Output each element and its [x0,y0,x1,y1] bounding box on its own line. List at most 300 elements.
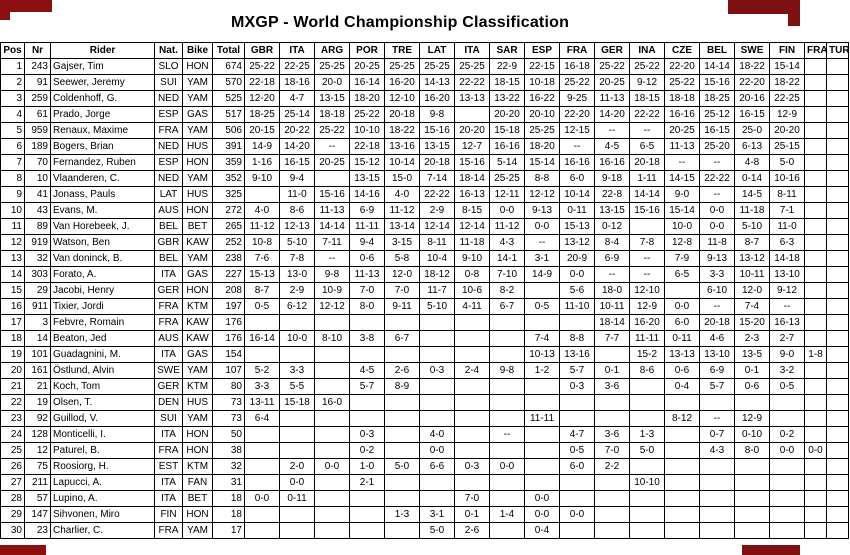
cell-bike: FAN [183,475,213,491]
cell-number: 61 [25,107,51,123]
cell-round-7: 9-10 [455,251,490,267]
cell-round-18 [827,91,849,107]
cell-round-1 [245,347,280,363]
cell-total: 525 [213,91,245,107]
table-row [1,331,849,347]
cell-round-17 [805,171,827,187]
cell-round-2: 16-15 [280,155,315,171]
cell-round-13 [665,459,700,475]
column-header-sar-13: SAR [490,43,525,59]
cell-round-4 [350,411,385,427]
cell-round-11: 10-11 [595,299,630,315]
cell-round-3: 25-25 [315,59,350,75]
cell-round-1: 18-25 [245,107,280,123]
cell-round-11 [595,507,630,523]
cell-round-16: 5-0 [770,155,805,171]
cell-round-15: 11-18 [735,203,770,219]
cell-total: 154 [213,347,245,363]
cell-round-17 [805,411,827,427]
cell-round-9 [525,475,560,491]
cell-round-4 [350,507,385,523]
cell-rider: Forato, A. [51,267,155,283]
cell-round-7: 0-1 [455,507,490,523]
cell-round-8: 7-10 [490,267,525,283]
cell-round-5 [385,475,420,491]
cell-nationality: GER [155,283,183,299]
cell-round-16: 7-1 [770,203,805,219]
cell-round-1: 7-6 [245,251,280,267]
column-header-fra-15: FRA [560,43,595,59]
cell-round-3: 25-22 [315,123,350,139]
column-header-tre-10: TRE [385,43,420,59]
cell-round-11: -- [595,267,630,283]
cell-round-18 [827,459,849,475]
cell-round-17 [805,507,827,523]
cell-round-14: 25-12 [700,107,735,123]
cell-round-16 [770,395,805,411]
cell-bike: KTM [183,459,213,475]
table-row [1,491,849,507]
cell-round-18 [827,299,849,315]
cell-round-7: 18-14 [455,171,490,187]
cell-round-10: 12-15 [560,123,595,139]
column-header-fin-21: FIN [770,43,805,59]
cell-round-17: 0-0 [805,443,827,459]
cell-round-16: 15-14 [770,59,805,75]
cell-round-12: 15-16 [630,203,665,219]
cell-total: 197 [213,299,245,315]
table-row [1,75,849,91]
cell-round-5 [385,411,420,427]
cell-round-12 [630,507,665,523]
cell-round-9 [525,427,560,443]
cell-round-8 [490,395,525,411]
cell-round-13: 12-8 [665,235,700,251]
cell-round-17 [805,283,827,299]
cell-round-3 [315,171,350,187]
cell-round-16: 6-3 [770,235,805,251]
cell-round-6: 2-9 [420,203,455,219]
cell-round-3: 0-0 [315,459,350,475]
cell-bike: HON [183,155,213,171]
cell-round-16 [770,475,805,491]
cell-round-11: 4-5 [595,139,630,155]
cell-round-9: 16-22 [525,91,560,107]
cell-round-12: 25-22 [630,59,665,75]
cell-round-6: 25-25 [420,59,455,75]
cell-round-7 [455,443,490,459]
cell-round-4 [350,395,385,411]
cell-round-9: 7-4 [525,331,560,347]
cell-nationality: NED [155,91,183,107]
cell-round-3: 9-8 [315,267,350,283]
cell-position: 14 [1,267,25,283]
cell-round-7: 2-4 [455,363,490,379]
cell-round-18 [827,219,849,235]
cell-round-12: 16-20 [630,315,665,331]
cell-round-4: 18-20 [350,91,385,107]
cell-round-7 [455,107,490,123]
cell-round-4: 13-15 [350,171,385,187]
cell-round-12: 11-11 [630,331,665,347]
cell-round-6 [420,379,455,395]
cell-bike: HON [183,203,213,219]
cell-round-14: 25-20 [700,139,735,155]
cell-round-9: 14-9 [525,267,560,283]
cell-round-1: 3-3 [245,379,280,395]
column-header-nr-1: Nr [25,43,51,59]
cell-round-18 [827,75,849,91]
cell-bike: HON [183,507,213,523]
cell-round-4: 4-5 [350,363,385,379]
cell-bike: KTM [183,379,213,395]
cell-position: 29 [1,507,25,523]
cell-round-15 [735,523,770,539]
cell-round-1: 5-2 [245,363,280,379]
cell-round-15: 20-16 [735,91,770,107]
cell-nationality: NED [155,171,183,187]
cell-rider: Seewer, Jeremy [51,75,155,91]
cell-round-7: 4-11 [455,299,490,315]
cell-round-17 [805,459,827,475]
column-header-bel-19: BEL [700,43,735,59]
cell-number: 243 [25,59,51,75]
cell-bike: YAM [183,123,213,139]
cell-round-14: 0-0 [700,219,735,235]
cell-round-15: 8-0 [735,443,770,459]
cell-round-16: 12-9 [770,107,805,123]
cell-round-8: 18-15 [490,75,525,91]
cell-round-6 [420,491,455,507]
cell-round-1: 4-0 [245,203,280,219]
cell-round-8: 0-0 [490,203,525,219]
cell-round-16: 14-18 [770,251,805,267]
cell-number: 89 [25,219,51,235]
cell-round-1: 22-18 [245,75,280,91]
cell-number: 23 [25,523,51,539]
cell-round-13: 7-9 [665,251,700,267]
cell-round-9: 22-15 [525,59,560,75]
cell-round-8 [490,347,525,363]
cell-position: 6 [1,139,25,155]
cell-round-5: 8-9 [385,379,420,395]
cell-round-4: 2-1 [350,475,385,491]
cell-round-15 [735,459,770,475]
column-header-tur-23: TUR [827,43,849,59]
cell-round-18 [827,363,849,379]
cell-round-11: 16-16 [595,155,630,171]
cell-round-15: 0-14 [735,171,770,187]
cell-position: 8 [1,171,25,187]
cell-round-11: 25-22 [595,59,630,75]
cell-round-1: 16-14 [245,331,280,347]
cell-round-2: 3-3 [280,363,315,379]
cell-round-6: 6-6 [420,459,455,475]
page-title: MXGP - World Championship Classification [230,14,570,31]
column-header-ita-7: ITA [280,43,315,59]
cell-round-3: 20-25 [315,155,350,171]
cell-number: 32 [25,251,51,267]
cell-round-10: 0-11 [560,203,595,219]
cell-round-15: 0-10 [735,427,770,443]
cell-round-2: 22-25 [280,59,315,75]
cell-round-8: 14-1 [490,251,525,267]
cell-rider: Prado, Jorge [51,107,155,123]
cell-rider: Olsen, T. [51,395,155,411]
cell-position: 11 [1,219,25,235]
cell-round-18 [827,475,849,491]
table-row [1,283,849,299]
cell-total: 176 [213,315,245,331]
cell-round-9: 0-0 [525,491,560,507]
cell-nationality: GER [155,379,183,395]
cell-round-1: 13-11 [245,395,280,411]
cell-round-4: 11-11 [350,219,385,235]
cell-bike: HUS [183,187,213,203]
cell-rider: Bogers, Brian [51,139,155,155]
cell-bike: KAW [183,235,213,251]
cell-round-4: 14-16 [350,187,385,203]
cell-nationality: FRA [155,299,183,315]
cell-nationality: LAT [155,187,183,203]
cell-total: 50 [213,427,245,443]
cell-round-8: 4-3 [490,235,525,251]
cell-round-13 [665,475,700,491]
decorative-corner-bottom-right [742,545,800,555]
cell-round-9 [525,443,560,459]
cell-round-8 [490,443,525,459]
cell-round-17 [805,107,827,123]
cell-round-1: 11-12 [245,219,280,235]
cell-round-9: 9-13 [525,203,560,219]
cell-round-14: 22-22 [700,171,735,187]
cell-round-11: 18-14 [595,315,630,331]
cell-round-1: 9-10 [245,171,280,187]
cell-round-17 [805,267,827,283]
cell-rider: Van Horebeek, J. [51,219,155,235]
cell-round-10: 11-10 [560,299,595,315]
cell-round-14: 11-8 [700,235,735,251]
cell-round-5: 11-12 [385,203,420,219]
table-row [1,123,849,139]
column-header-fra-22: FRA [805,43,827,59]
cell-round-4: 9-4 [350,235,385,251]
table-row [1,171,849,187]
cell-round-12 [630,395,665,411]
cell-round-6: 5-0 [420,523,455,539]
cell-bike: YAM [183,75,213,91]
cell-round-15 [735,395,770,411]
cell-round-2: 15-18 [280,395,315,411]
cell-round-13: 13-13 [665,347,700,363]
cell-round-10: 13-16 [560,347,595,363]
cell-round-5: 16-20 [385,75,420,91]
cell-round-2 [280,315,315,331]
cell-position: 10 [1,203,25,219]
cell-round-1: 6-4 [245,411,280,427]
cell-round-3 [315,507,350,523]
cell-round-6 [420,411,455,427]
cell-round-3: 20-0 [315,75,350,91]
cell-round-16: 3-2 [770,363,805,379]
cell-round-14: 15-16 [700,75,735,91]
cell-round-5: 12-0 [385,267,420,283]
cell-nationality: EST [155,459,183,475]
cell-round-10: 5-6 [560,283,595,299]
cell-round-6: 4-0 [420,427,455,443]
cell-round-3 [315,379,350,395]
table-row [1,395,849,411]
cell-rider: Koch, Tom [51,379,155,395]
cell-round-1: 12-20 [245,91,280,107]
cell-round-11: 0-1 [595,363,630,379]
cell-round-17 [805,475,827,491]
cell-round-3: -- [315,139,350,155]
cell-round-13: 22-20 [665,59,700,75]
cell-round-2 [280,347,315,363]
cell-round-1: 20-15 [245,123,280,139]
cell-rider: Paturel, B. [51,443,155,459]
cell-round-18 [827,203,849,219]
cell-round-4: 22-18 [350,139,385,155]
table-body [1,59,849,539]
cell-number: 10 [25,171,51,187]
cell-round-15: 0-6 [735,379,770,395]
cell-total: 227 [213,267,245,283]
cell-round-6: 13-15 [420,139,455,155]
cell-round-5 [385,347,420,363]
cell-round-7 [455,315,490,331]
cell-round-3: 16-0 [315,395,350,411]
cell-round-3: 7-11 [315,235,350,251]
cell-round-16 [770,523,805,539]
cell-round-1: 10-8 [245,235,280,251]
table-row [1,379,849,395]
cell-rider: Vlaanderen, C. [51,171,155,187]
cell-round-5: 10-14 [385,155,420,171]
cell-round-10 [560,475,595,491]
cell-round-4: 5-7 [350,379,385,395]
table-row [1,219,849,235]
cell-round-9: 10-18 [525,75,560,91]
cell-round-9: 10-13 [525,347,560,363]
cell-round-11: 14-20 [595,107,630,123]
cell-round-11 [595,411,630,427]
cell-round-11 [595,491,630,507]
cell-round-8: 15-18 [490,123,525,139]
cell-round-13 [665,427,700,443]
cell-round-17 [805,203,827,219]
cell-rider: Östlund, Alvin [51,363,155,379]
cell-number: 12 [25,443,51,459]
cell-round-14: 13-10 [700,347,735,363]
cell-round-2: 14-20 [280,139,315,155]
cell-total: 31 [213,475,245,491]
cell-bike: HON [183,443,213,459]
cell-nationality: GBR [155,235,183,251]
cell-round-16: 11-0 [770,219,805,235]
cell-bike: BET [183,219,213,235]
cell-round-13: 18-18 [665,91,700,107]
cell-round-5 [385,443,420,459]
table-row [1,347,849,363]
cell-bike: KAW [183,315,213,331]
cell-round-5: 5-8 [385,251,420,267]
cell-round-10: 0-0 [560,507,595,523]
cell-round-4: 6-9 [350,203,385,219]
cell-round-9 [525,379,560,395]
cell-round-15 [735,475,770,491]
cell-round-2: 2-9 [280,283,315,299]
cell-round-1: 0-0 [245,491,280,507]
cell-round-16: 20-20 [770,123,805,139]
cell-rider: Monticelli, I. [51,427,155,443]
cell-round-7 [455,411,490,427]
cell-round-6: 3-1 [420,507,455,523]
cell-round-16: 0-2 [770,427,805,443]
cell-round-7 [455,427,490,443]
cell-round-12: 12-9 [630,299,665,315]
cell-round-9 [525,283,560,299]
column-header-ina-17: INA [630,43,665,59]
cell-round-6 [420,347,455,363]
cell-round-12 [630,491,665,507]
cell-round-5: 9-11 [385,299,420,315]
cell-position: 9 [1,187,25,203]
cell-round-1 [245,443,280,459]
cell-position: 15 [1,283,25,299]
cell-nationality: SLO [155,59,183,75]
cell-number: 19 [25,395,51,411]
column-header-esp-14: ESP [525,43,560,59]
cell-round-14: -- [700,155,735,171]
cell-total: 17 [213,523,245,539]
cell-round-13: 0-0 [665,299,700,315]
cell-position: 19 [1,347,25,363]
cell-round-13 [665,395,700,411]
cell-round-5 [385,315,420,331]
cell-round-7: 13-13 [455,91,490,107]
cell-round-7: 2-6 [455,523,490,539]
cell-round-9: 15-14 [525,155,560,171]
cell-round-6 [420,395,455,411]
cell-round-15: 10-11 [735,267,770,283]
cell-bike: HUS [183,395,213,411]
cell-total: 325 [213,187,245,203]
cell-round-11 [595,347,630,363]
cell-round-12: 8-6 [630,363,665,379]
table-row [1,299,849,315]
table-row [1,107,849,123]
cell-round-16: 13-10 [770,267,805,283]
cell-rider: Guadagnini, M. [51,347,155,363]
cell-round-2: 5-10 [280,235,315,251]
cell-bike: HUS [183,139,213,155]
cell-bike: HON [183,59,213,75]
table-header [1,43,849,59]
cell-rider: Roosiorg, H. [51,459,155,475]
cell-round-3: 12-12 [315,299,350,315]
cell-total: 18 [213,491,245,507]
cell-round-2: 0-11 [280,491,315,507]
cell-round-2: 10-0 [280,331,315,347]
cell-rider: Guillod, V. [51,411,155,427]
cell-total: 359 [213,155,245,171]
cell-round-9: 0-5 [525,299,560,315]
table-row [1,251,849,267]
cell-round-15 [735,507,770,523]
cell-round-1 [245,187,280,203]
